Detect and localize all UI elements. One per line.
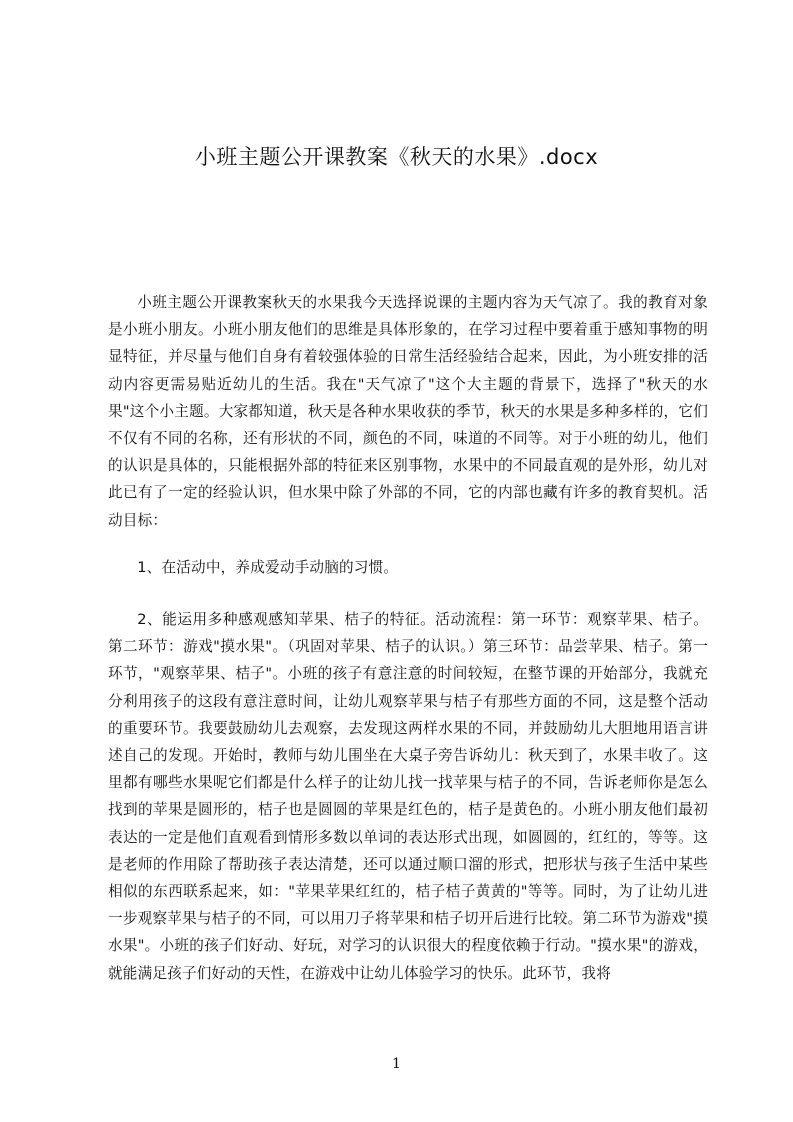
paragraph-intro: 小班主题公开课教案秋天的水果我今天选择说课的主题内容为天气凉了。我的教育对象是小班小朋友。小班小朋友他们的思维是具体形象的，在学习过程中要着重于感知事物的明显特征，并尽量与他们自身有着较强体验的日常生活经验结合起来，因此，为小班安排的活动内容更需易贴近幼儿的生活。我在"天气凉了"这个大主题的背景下，选择了"秋天的水果"这个小主题。大家都知道，秋天是各种水果收获的季节，秋天的水果是多种多样的，它们不仅有不同的名称，还有形状的不同，颜色的不同，味道的不同等。对于小班的幼儿，他们的认识是具体的，只能根据外部的特征来区别事物，水果中的不同最直观的是外形，幼儿对此已有了一定的经验认识，但水果中除了外部的不同，它的内部也藏有许多的教育契机。活动目标： bbox=[108, 294, 708, 529]
document-title: 小班主题公开课教案《秋天的水果》.docx bbox=[194, 145, 599, 169]
paragraph-goal-1: 1、在活动中，养成爱动手动脑的习惯。 bbox=[137, 559, 399, 576]
paragraph-goal-2: 2、能运用多种感观感知苹果、桔子的特征。活动流程：第一环节：观察苹果、桔子。第二环节：游戏"摸水果"。（巩固对苹果、桔子的认识。）第三环节：品尝苹果、桔子。第一环节，"观察苹果、桔子"。小班的孩子有意注意的时间较短，在整节课的开始部分，我就充分利用孩子的这段有意注意时间，让幼儿观察苹果与桔子有那些方面的不同，这是整个活动的重要环节。我要鼓励幼儿去观察，去发现这两样水果的不同，并鼓励幼儿大胆地用语言讲述自己的发现。开始时，教师与幼儿围坐在大桌子旁告诉幼儿：秋天到了，水果丰收了。这里都有哪些水果呢它们都是什么样子的让幼儿找一找苹果与桔子的不同，告诉老师你是怎么找到的苹果是圆形的，桔子也是圆圆的苹果是红色的，桔子是黄色的。小班小朋友他们最初表达的一定是他们直观看到情形多数以单词的表达形式出现，如圆圆的，红红的，等等。这是老师的作用除了帮助孩子表达清楚，还可以通过顺口溜的形式，把形状与孩子生活中某些相似的东西联系起来，如："苹果苹果红红的，桔子桔子黄黄的"等等。同时，为了让幼儿进一步观察苹果与桔子的不同，可以用刀子将苹果和桔子切开后进行比较。第二环节为游戏"摸水果"。小班的孩子们好动、好玩，对学习的认识很大的程度依赖于行动。"摸水果"的游戏，就能满足孩子们好动的天性，在游戏中让幼儿体验学习的快乐。此环节，我将 bbox=[108, 611, 708, 982]
page-number: 1 bbox=[392, 1056, 401, 1072]
